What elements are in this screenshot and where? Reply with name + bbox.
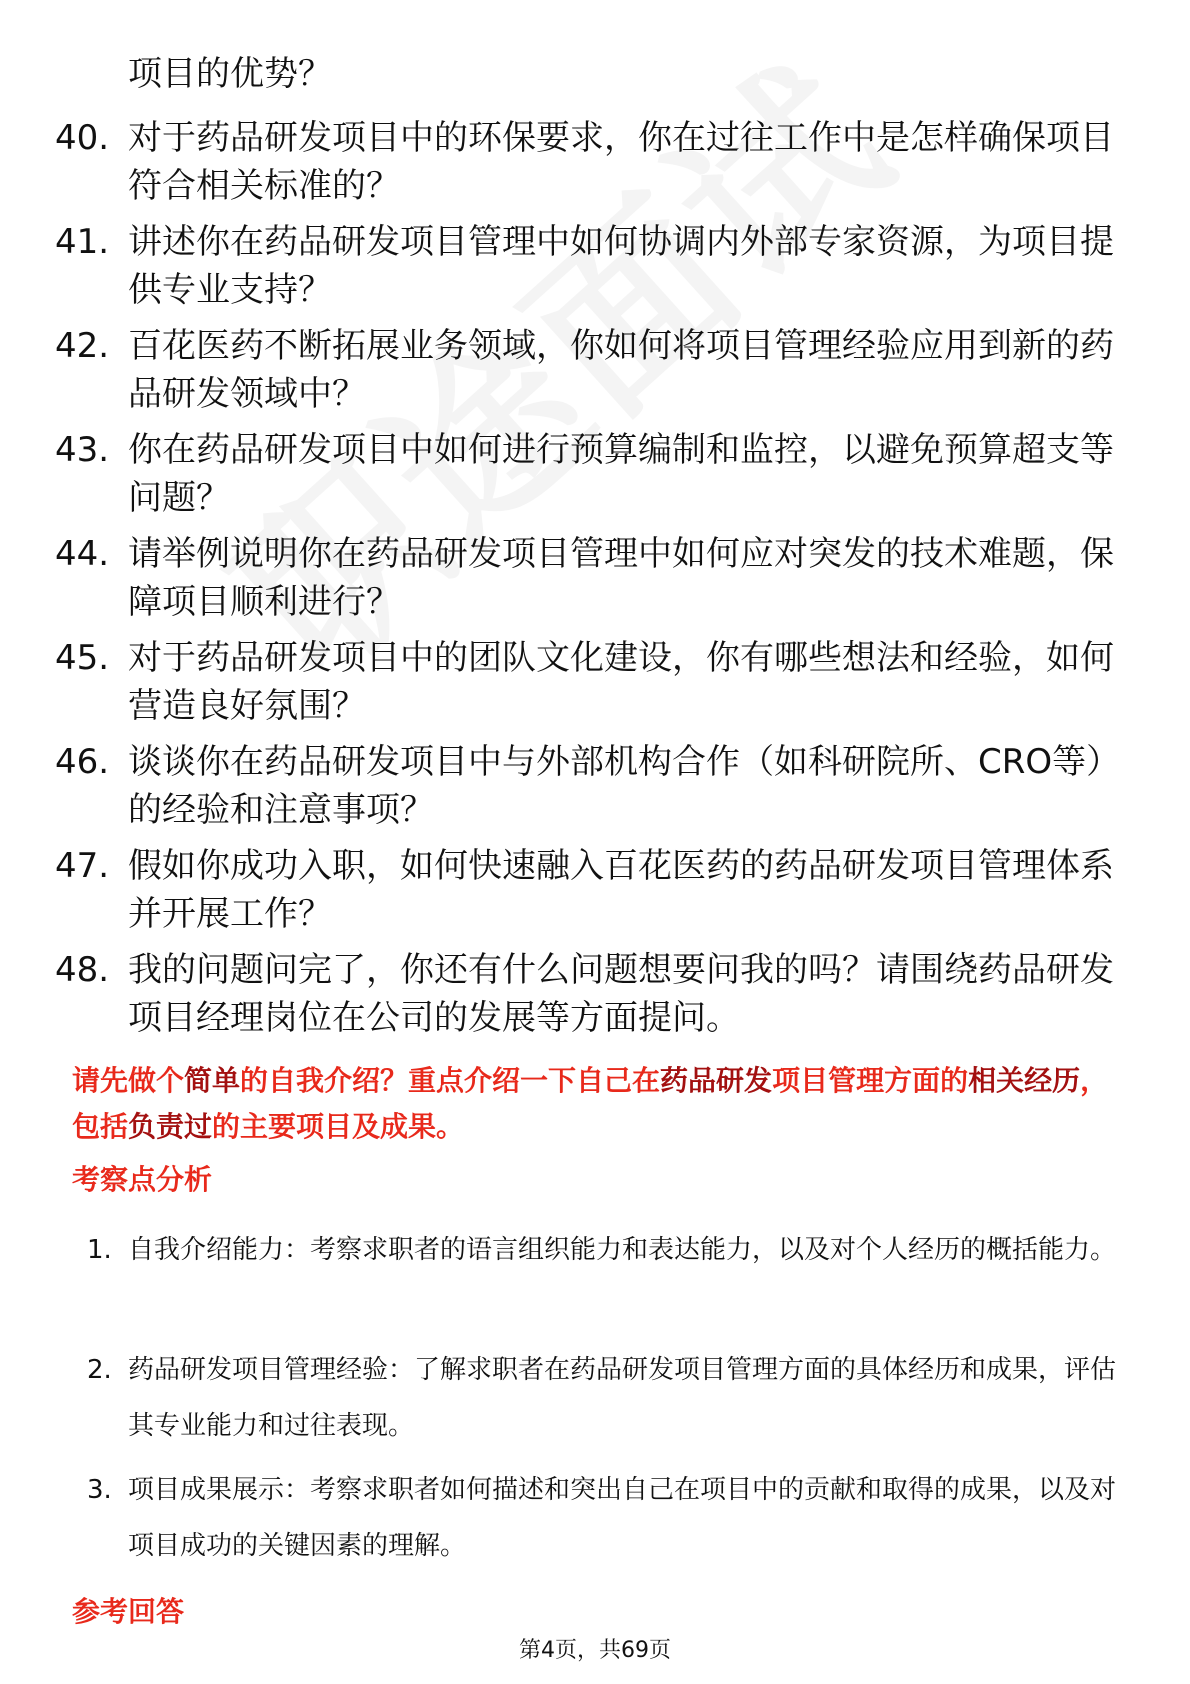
intro-keyword: 相关经历 [968, 1064, 1081, 1097]
intro-part: 的自我介绍？重点介绍一下自己在 [240, 1064, 661, 1097]
question-item [0, 114, 1190, 218]
intro-keyword: 简单 [184, 1064, 241, 1097]
analysis-number: 2. [87, 1355, 112, 1385]
analysis-item [0, 1342, 1190, 1462]
question-text: 我的问题问完了，你还有什么问题想要问我的吗？请围绕药品研发项目经理岗位在公司的发展等方面提问。 [128, 950, 1114, 1038]
question-item [0, 738, 1190, 842]
analysis-text: 药品研发项目管理经验：了解求职者在药品研发项目管理方面的具体经历和成果，评估其专业能力和过往表现。 [128, 1355, 1117, 1441]
question-item [0, 946, 1190, 1050]
question-item [0, 322, 1190, 426]
intro-question [72, 1058, 1112, 1150]
page-footer: 第4页，共69页 [519, 1638, 671, 1663]
question-text: 讲述你在药品研发项目管理中如何协调内外部专家资源，为项目提供专业支持？ [128, 222, 1114, 310]
question-number: 46. [55, 742, 110, 782]
question-item [0, 634, 1190, 738]
analysis-number: 3. [87, 1475, 112, 1505]
analysis-number: 1. [87, 1235, 112, 1265]
analysis-text: 自我介绍能力：考察求职者的语言组织能力和表达能力，以及对个人经历的概括能力。 [128, 1235, 1117, 1265]
question-number: 44. [55, 534, 110, 574]
intro-part: ，包括 [72, 1064, 1109, 1143]
analysis-text: 项目成果展示：考察求职者如何描述和突出自己在项目中的贡献和取得的成果，以及对项目成功的关键因素的理解。 [128, 1475, 1117, 1561]
analysis-list [0, 1222, 1190, 1582]
question-list [0, 114, 1190, 1050]
question-text: 对于药品研发项目中的环保要求，你在过往工作中是怎样确保项目符合相关标准的？ [128, 118, 1114, 206]
question-number: 45. [55, 638, 110, 678]
question-number: 47. [55, 846, 110, 886]
question-number: 48. [55, 950, 110, 990]
question-number: 42. [55, 326, 110, 366]
question-number: 43. [55, 430, 110, 470]
question-text: 对于药品研发项目中的团队文化建设，你有哪些想法和经验，如何营造良好氛围？ [128, 638, 1114, 726]
intro-part: 的主要项目及成果。 [212, 1110, 465, 1143]
continuation-text: 项目的优势？ [128, 54, 332, 94]
question-item [0, 426, 1190, 530]
question-text: 你在药品研发项目中如何进行预算编制和监控，以避免预算超支等问题？ [128, 430, 1114, 518]
question-text: 百花医药不断拓展业务领域，你如何将项目管理经验应用到新的药品研发领域中？ [128, 326, 1114, 414]
reference-heading: 参考回答 [72, 1595, 185, 1628]
question-text: 请举例说明你在药品研发项目管理中如何应对突发的技术难题，保障项目顺利进行？ [128, 534, 1114, 622]
analysis-heading: 考察点分析 [72, 1163, 213, 1196]
question-number: 40. [55, 118, 110, 158]
intro-keyword: 负责过 [128, 1110, 213, 1143]
analysis-item [0, 1222, 1190, 1342]
question-item [0, 842, 1190, 946]
intro-part: 项目管理方面的 [772, 1064, 969, 1097]
intro-keyword: 药品研发 [660, 1064, 773, 1097]
question-number: 41. [55, 222, 110, 262]
analysis-item [0, 1462, 1190, 1582]
intro-part: 请先做个 [72, 1064, 185, 1097]
question-item [0, 218, 1190, 322]
question-text: 假如你成功入职，如何快速融入百花医药的药品研发项目管理体系并开展工作？ [128, 846, 1114, 934]
question-text: 谈谈你在药品研发项目中与外部机构合作（如科研院所、CRO等）的经验和注意事项？ [128, 742, 1104, 830]
question-item [0, 530, 1190, 634]
